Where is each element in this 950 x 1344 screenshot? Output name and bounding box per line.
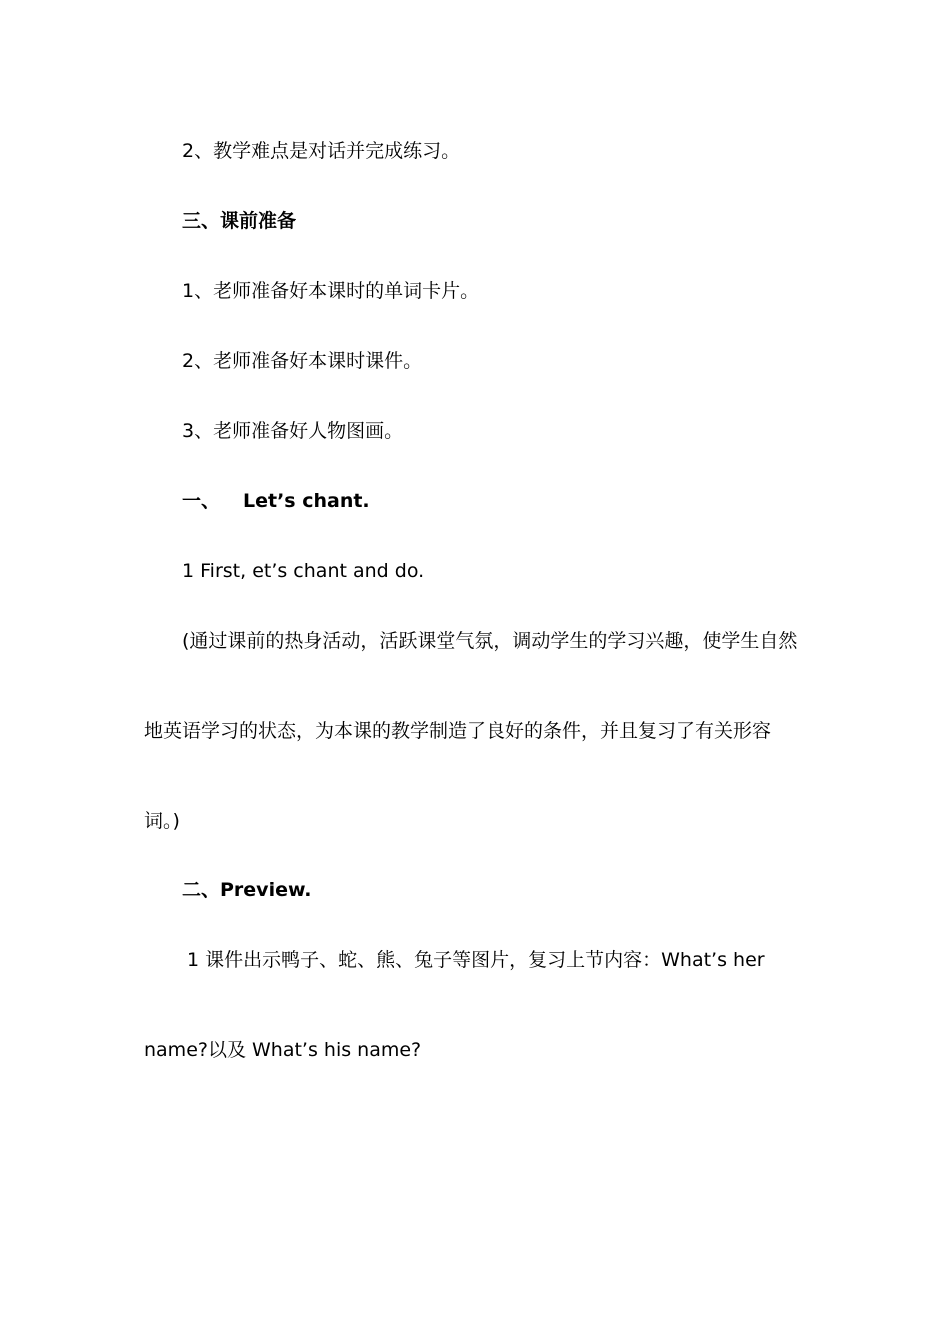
prep-item-3: 3、老师准备好人物图画。 [182,420,404,442]
note-paragraph-line-2: 地英语学习的状态，为本课的教学制造了良好的条件，并且复习了有关形容 [144,720,772,742]
note-paragraph-line-3: 词。) [144,810,180,832]
part-heading-preview: 二、Preview. [182,879,312,901]
section-heading-prep: 三、课前准备 [182,210,297,232]
note-paragraph-line-1: (通过课前的热身活动，活跃课堂气氛，调动学生的学习兴趣，使学生自然 [182,630,798,652]
chant-item-1: 1 First, et’s chant and do. [182,560,425,582]
prep-item-2: 2、老师准备好本课时课件。 [182,350,423,372]
difficulty-item-2: 2、教学难点是对话并完成练习。 [182,140,461,162]
part-heading-chant: Let’s chant. [243,490,370,512]
preview-item-1-line-2: name?以及 What’s his name? [144,1039,422,1061]
prep-item-1: 1、老师准备好本课时的单词卡片。 [182,280,480,302]
preview-item-1-line-1: 1 课件出示鸭子、蛇、熊、兔子等图片，复习上节内容：What’s her [187,949,765,971]
part-heading-chant-number: 一、 [182,490,221,512]
